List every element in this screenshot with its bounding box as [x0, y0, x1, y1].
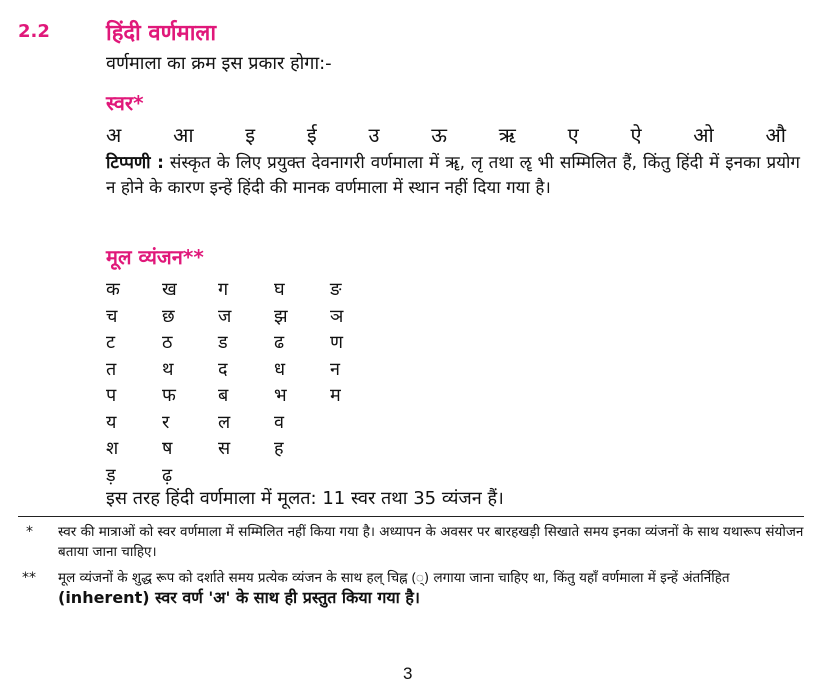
consonant-row — [106, 356, 386, 383]
consonant-letter: ञ — [330, 305, 344, 327]
consonant-letter: ठ — [162, 332, 173, 354]
consonant-row — [106, 462, 386, 489]
consonant-letter: ब — [218, 385, 229, 407]
footnote-mark: ** — [22, 570, 36, 586]
vowel-list — [106, 121, 786, 148]
vowel-letter: अ — [106, 123, 122, 147]
vowel-letter: औ — [765, 123, 786, 147]
consonant-letter: ज — [218, 305, 232, 327]
consonant-letter: स — [218, 438, 231, 460]
consonant-letter: प — [106, 385, 117, 407]
consonant-letter: व — [274, 411, 285, 433]
consonant-row — [106, 409, 386, 436]
intro-text: वर्णमाला का क्रम इस प्रकार होगा:- — [106, 53, 332, 74]
consonant-letter: श — [106, 438, 119, 460]
consonant-letter: ड़ — [106, 464, 116, 486]
footnote-divider — [18, 516, 804, 517]
consonant-letter: ष — [162, 438, 173, 460]
vowel-letter: ऊ — [431, 123, 447, 147]
consonant-letter: ट — [106, 332, 116, 354]
consonant-letter: फ — [162, 385, 176, 407]
consonant-letter: ढ़ — [162, 464, 173, 486]
consonant-row — [106, 276, 386, 303]
consonant-letter: ल — [218, 411, 231, 433]
consonant-letter: घ — [274, 279, 285, 301]
consonant-row — [106, 382, 386, 409]
consonant-letter: ढ — [274, 332, 285, 354]
consonant-letter: म — [330, 385, 341, 407]
consonant-letter: ण — [330, 332, 344, 354]
consonant-letter: थ — [162, 358, 174, 380]
consonant-letter: छ — [162, 305, 175, 327]
consonant-letter: च — [106, 305, 118, 327]
consonant-letter: न — [330, 358, 340, 380]
footnote-1: स्वर की मात्राओं को स्वर वर्णमाला में सम्मिलित नहीं किया गया है। अध्यापन के अवसर पर बारहखड़ी सिखाते समय इनका व्यंजनों के साथ यथारूप संयोजन बताया जाना चाहिए। — [58, 524, 804, 560]
consonant-letter: ड — [218, 332, 228, 354]
section-number: 2.2 — [18, 21, 50, 42]
consonant-letter: ह — [274, 438, 284, 460]
page-number: 3 — [403, 664, 413, 683]
consonant-letter: ध — [274, 358, 286, 380]
consonant-letter: झ — [274, 305, 288, 327]
consonant-letter: त — [106, 358, 117, 380]
consonant-letter: द — [218, 358, 228, 380]
vowel-letter: ओ — [693, 123, 714, 147]
footnote-2 — [58, 568, 806, 609]
vowel-letter: ऋ — [498, 123, 516, 147]
note-text: संस्कृत के लिए प्रयुक्त देवनागरी वर्णमाला में ॠ, लृ तथा ॡ भी सम्मिलित हैं, किंतु हिंदी में इनका प्रयोग न होने के कारण इन्हें हिंदी की मानक वर्णमाला में स्थान नहीं दिया गया है। — [106, 153, 800, 198]
consonant-letter: भ — [274, 385, 287, 407]
consonant-letter: ख — [162, 279, 177, 301]
summary-text: इस तरह हिंदी वर्णमाला में मूलत: 11 स्वर तथा 35 व्यंजन हैं। — [106, 488, 504, 509]
consonants-heading: मूल व्यंजन** — [106, 245, 204, 269]
consonant-row — [106, 303, 386, 330]
note-paragraph — [106, 151, 800, 201]
vowel-letter: ए — [567, 123, 579, 147]
vowels-heading: स्वर* — [106, 91, 144, 115]
note-label: टिप्पणी : — [106, 153, 164, 173]
consonant-row — [106, 435, 386, 462]
vowel-letter: ऐ — [630, 123, 642, 147]
section-title: हिंदी वर्णमाला — [106, 21, 217, 46]
consonant-letter: ग — [218, 279, 229, 301]
consonant-letter: क — [106, 279, 120, 301]
vowel-letter: ई — [306, 123, 317, 147]
consonant-letter: र — [162, 411, 170, 433]
vowel-letter: उ — [368, 123, 380, 147]
footnote-2-bold: (inherent) स्वर वर्ण 'अ' के साथ ही प्रस्तुत किया गया है। — [58, 588, 420, 607]
vowel-letter: इ — [245, 123, 256, 147]
vowel-letter: आ — [173, 123, 194, 147]
consonant-letter: य — [106, 411, 117, 433]
consonant-letter: ङ — [330, 279, 342, 301]
footnote-mark: * — [26, 524, 33, 540]
consonant-row — [106, 329, 386, 356]
consonant-grid — [106, 276, 386, 488]
footnote-2-text: मूल व्यंजनों के शुद्ध रूप को दर्शाते समय प्रत्येक व्यंजन के साथ हल् चिह्न (्) लगाया जाना चाहिए था, किंतु यहाँ वर्णमाला में इन्हें अंतर्निहित — [58, 570, 730, 586]
